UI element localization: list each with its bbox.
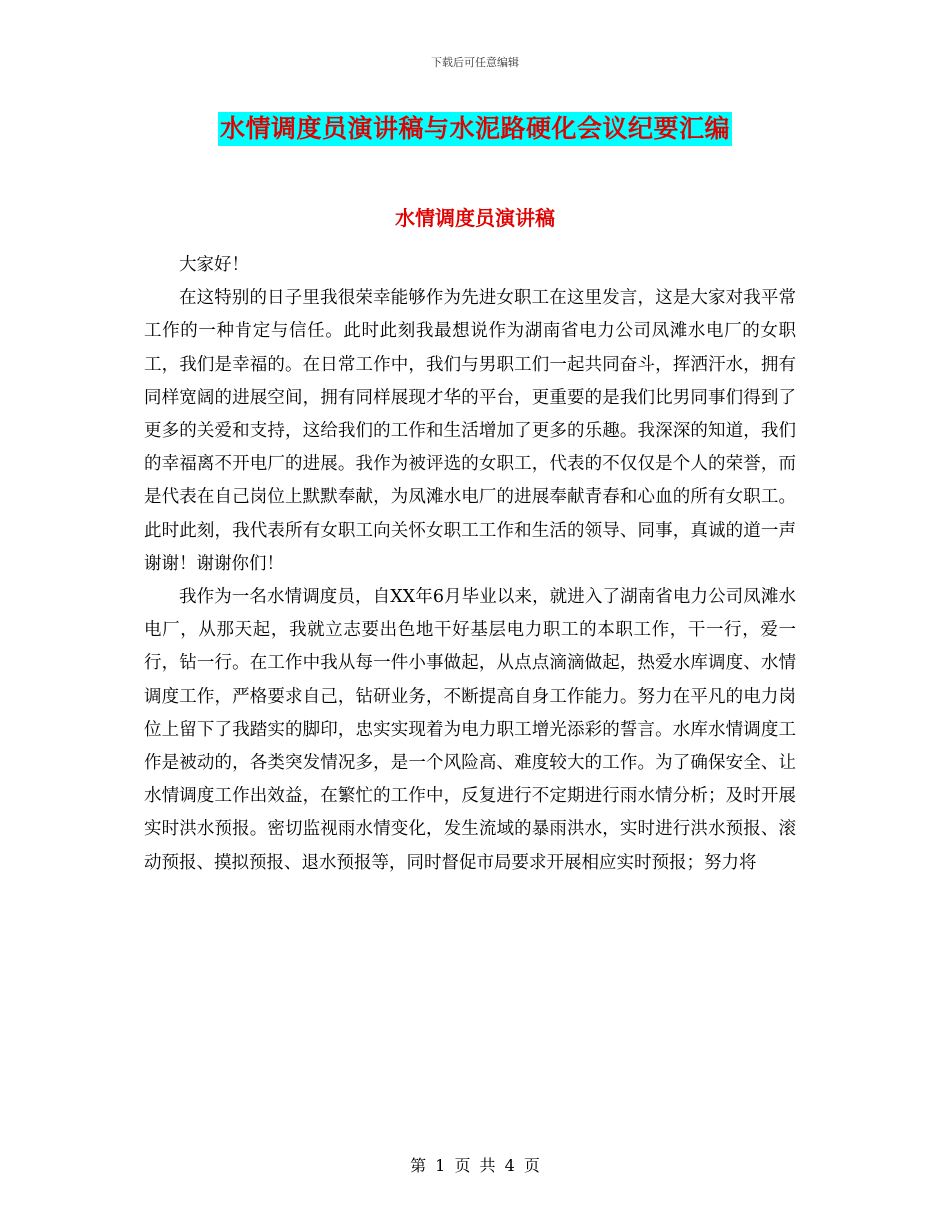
section-title: 水情调度员演讲稿: [395, 206, 555, 230]
body-text: [144, 249, 796, 880]
document-title-container: [0, 112, 950, 146]
paragraph-2: 我作为一名水情调度员，自XX年6月毕业以来，就进入了湖南省电力公司凤滩水电厂，从那天起，我就立志要出色地干好基层电力职工的本职工作，干一行，爱一行，钻一行。在工作中我从每一件小事做起，从点点滴滴做起，热爱水库调度、水情调度工作，严格要求自己，钻研业务，不断提高自身工作能力。努力在平凡的电力岗位上留下了我踏实的脚印，忠实实现着为电力职工增光添彩的誓言。水库水情调度工作是被动的，各类突发情况多，是一个风险高、难度较大的工作。为了确保安全、让水情调度工作出效益，在繁忙的工作中，反复进行不定期进行雨水情分析；及时开展实时洪水预报。密切监视雨水情变化，发生流域的暴雨洪水，实时进行洪水预报、滚动预报、摸拟预报、退水预报等，同时督促市局要求开展相应实时预报；努力将: [144, 587, 796, 873]
document-title: 水情调度员演讲稿与水泥路硬化会议纪要汇编: [218, 112, 732, 146]
page-footer: 第 1 页 共 4 页: [410, 1156, 540, 1175]
paragraph-1: 在这特别的日子里我很荣幸能够作为先进女职工在这里发言，这是大家对我平常工作的一种肯定与信任。此时此刻我最想说作为湖南省电力公司凤滩水电厂的女职工，我们是幸福的。在日常工作中，我们与男职工们一起共同奋斗，挥洒汗水，拥有同样宽阔的进展空间，拥有同样展现才华的平台，更重要的是我们比男同事们得到了更多的关爱和支持，这给我们的工作和生活增加了更多的乐趣。我深深的知道，我们的幸福离不开电厂的进展。我作为被评选的女职工，代表的不仅仅是个人的荣誉，而是代表在自己岗位上默默奉献，为凤滩水电厂的进展奉献青春和心血的所有女职工。此时此刻，我代表所有女职工向关怀女职工工作和生活的领导、同事，真诚的道一声谢谢！谢谢你们！: [144, 288, 796, 574]
header-note: 下载后可任意编辑: [431, 56, 519, 69]
greeting-paragraph: 大家好！: [179, 255, 249, 275]
